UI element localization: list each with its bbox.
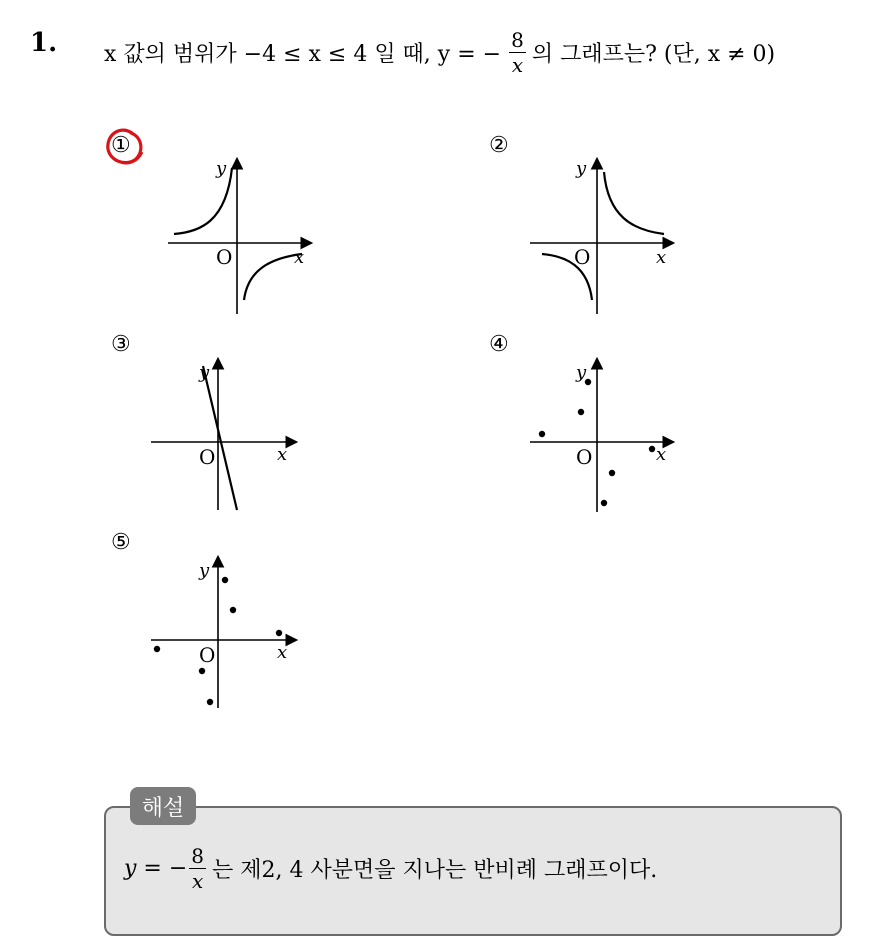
x-axis-label: x — [656, 247, 667, 268]
y-axis-label: y — [216, 158, 227, 179]
solution-suffix: 는 제2, 4 사분면을 지나는 반비례 그래프이다. — [212, 858, 658, 883]
choice-4-label[interactable]: ④ — [489, 332, 509, 357]
solution-prefix: y = − — [124, 856, 188, 881]
data-point — [230, 607, 236, 613]
y-axis-label: y — [576, 362, 587, 383]
data-point — [154, 646, 160, 652]
y-axis-label: y — [199, 362, 210, 383]
y-axis-label: y — [576, 158, 587, 179]
x-axis-label: x — [277, 444, 288, 465]
data-point — [601, 500, 607, 506]
data-point — [276, 630, 282, 636]
choice-4-graph[interactable] — [522, 352, 682, 517]
fraction-denominator: x — [511, 53, 524, 77]
data-point — [578, 409, 584, 415]
x-axis-label: x — [277, 642, 288, 663]
stem-fraction — [509, 30, 526, 75]
origin-label: O — [574, 245, 591, 269]
fraction-numerator: 8 — [511, 28, 524, 52]
data-point — [539, 431, 545, 437]
origin-label: O — [216, 245, 233, 269]
x-axis-label: x — [656, 444, 667, 465]
data-point — [207, 699, 213, 705]
y-axis-label: y — [199, 560, 210, 581]
choice-2-label[interactable]: ② — [489, 133, 509, 158]
choice-1-graph[interactable] — [160, 150, 320, 320]
stem-part1: x 값의 범위가 −4 ≤ x ≤ 4 일 때, y = − — [104, 42, 502, 67]
data-point — [649, 446, 655, 452]
x-axis-label: x — [294, 247, 305, 268]
solution-tag: 해설 — [130, 787, 196, 825]
origin-label: O — [199, 643, 216, 667]
choice-5-graph[interactable] — [145, 550, 305, 715]
choice-1-label[interactable]: ① — [111, 133, 131, 158]
choice-3-label[interactable]: ③ — [111, 332, 131, 357]
solution-fraction — [189, 846, 206, 891]
data-point — [222, 577, 228, 583]
choice-2-graph[interactable] — [522, 150, 682, 320]
choice-3-graph[interactable] — [145, 352, 305, 517]
origin-label: O — [199, 445, 216, 469]
stem-part2: 의 그래프는? (단, x ≠ 0) — [531, 42, 776, 67]
solution-text — [124, 846, 657, 891]
origin-label: O — [576, 445, 593, 469]
choice-5-label[interactable]: ⑤ — [111, 530, 131, 555]
solution-fraction-numerator: 8 — [191, 844, 205, 868]
solution-fraction-denominator: x — [192, 869, 204, 893]
question-number: 1. — [30, 28, 58, 58]
line-graph — [203, 366, 237, 510]
question-stem — [104, 30, 781, 75]
data-point — [199, 668, 205, 674]
data-point — [609, 470, 615, 476]
curve-quadrant-1 — [604, 172, 664, 234]
